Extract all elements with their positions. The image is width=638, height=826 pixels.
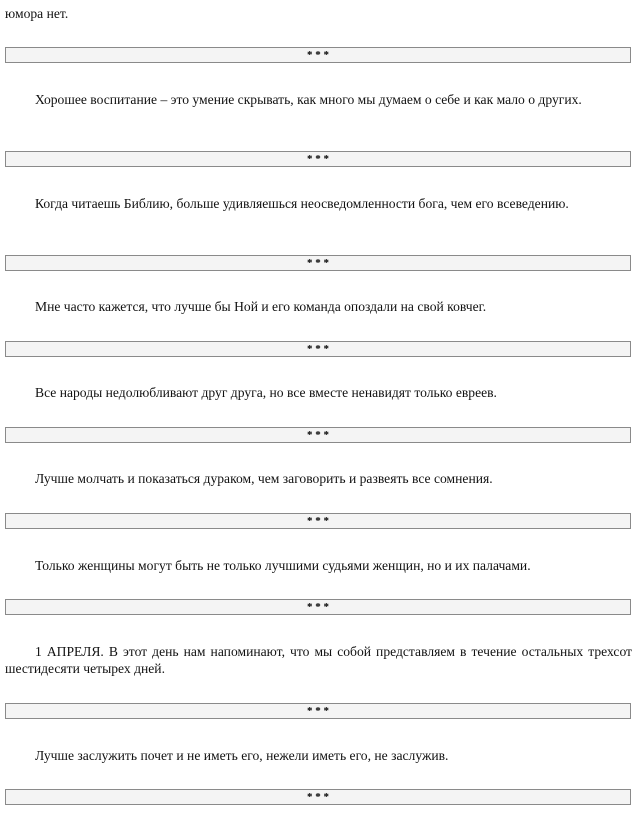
aphorism-paragraph: Все народы недолюбливают друг друга, но все вместе ненавидят только евреев.	[35, 385, 497, 400]
separator: * * *	[5, 255, 631, 271]
separator: * * *	[5, 789, 631, 805]
aphorism-paragraph: Хорошее воспитание – это умение скрывать, как много мы думаем о себе и как мало о других.	[35, 92, 582, 107]
separator: * * *	[5, 703, 631, 719]
aphorism-paragraph: Лучше молчать и показаться дураком, чем заговорить и развеять все сомнения.	[35, 471, 493, 486]
separator: * * *	[5, 427, 631, 443]
separator: * * *	[5, 151, 631, 167]
lead-paragraph: юмора нет.	[5, 6, 69, 21]
aphorism-paragraph: Только женщины могут быть не только лучшими судьями женщин, но и их палачами.	[35, 558, 531, 573]
separator: * * *	[5, 599, 631, 615]
separator: * * *	[5, 341, 631, 357]
separator: * * *	[5, 513, 631, 529]
aphorism-paragraph: Мне часто кажется, что лучше бы Ной и его команда опоздали на свой ковчег.	[35, 299, 487, 314]
aphorism-paragraph: Лучше заслужить почет и не иметь его, нежели иметь его, не заслужив.	[35, 748, 449, 763]
separator: * * *	[5, 47, 631, 63]
aphorism-paragraph: 1 АПРЕЛЯ. В этот день нам напоминают, что мы собой представляем в течение остальных трехсот шестидесяти четырех дней.	[5, 644, 632, 676]
aphorism-paragraph: Когда читаешь Библию, больше удивляешься неосведомленности бога, чем его всеведению.	[35, 196, 569, 211]
